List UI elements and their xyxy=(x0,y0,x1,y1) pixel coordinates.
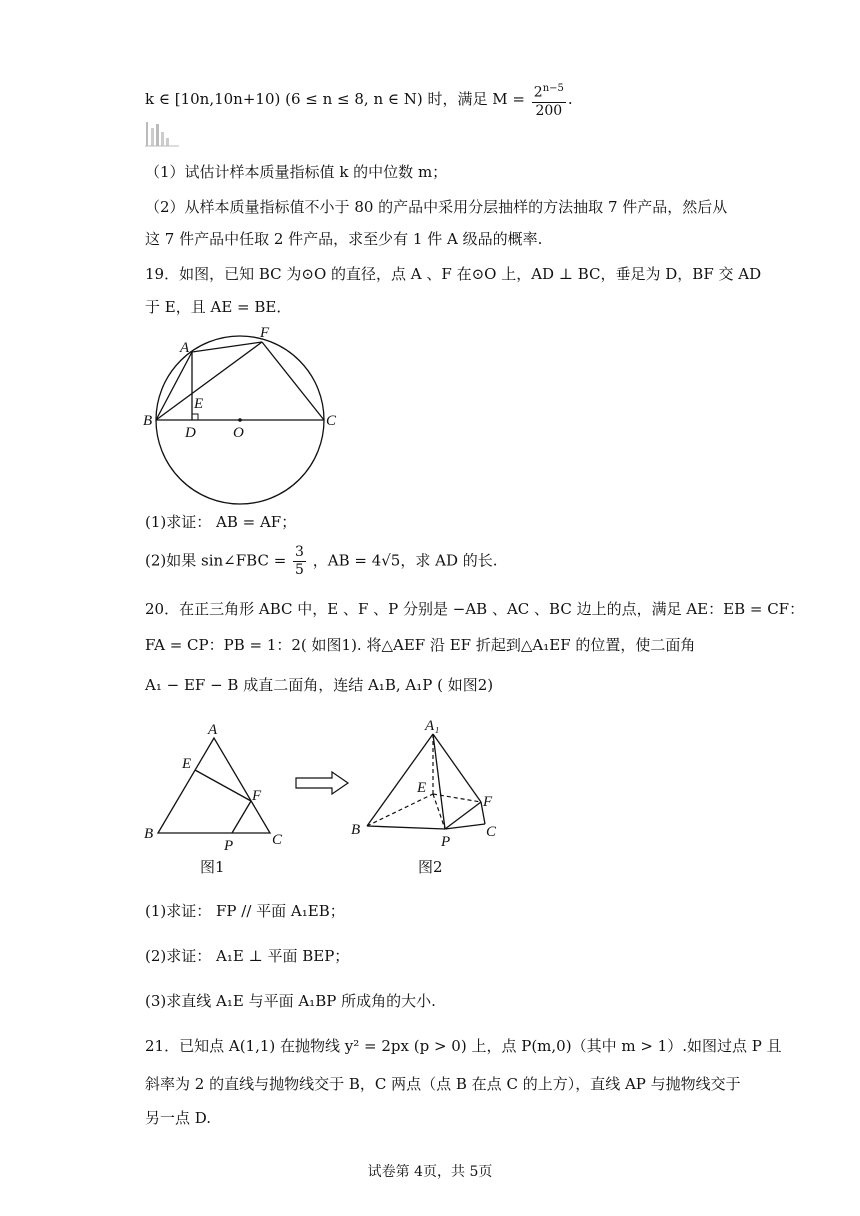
fig1-label-A: A xyxy=(208,722,218,738)
label-E: E xyxy=(194,396,204,412)
fig2-label-A1: A₁ xyxy=(425,718,440,734)
label-D: D xyxy=(185,425,196,441)
q18-frac-num: 2 xyxy=(533,84,543,101)
q19-part2-suffix: ，AB = 4√5，求 AD 的长. xyxy=(312,551,498,570)
fig2-label-B: B xyxy=(351,822,361,838)
label-O: O xyxy=(233,425,244,441)
label-A: A xyxy=(180,340,190,356)
label-B: B xyxy=(143,413,153,429)
q21-line1: 21．已知点 A(1,1) 在抛物线 y² = 2px (p > 0) 上，点 P(m,0)（其中 m > 1）.如图过点 P 且 xyxy=(145,1037,782,1055)
fig2-label-F: F xyxy=(483,794,493,810)
q19-part1: (1)求证： AB = AF； xyxy=(145,513,297,531)
q18-part2-line2: 这 7 件产品中任取 2 件产品，求至少有 1 件 A 级品的概率. xyxy=(145,230,543,248)
q19-frac-num: 3 xyxy=(295,544,304,560)
q20-line2: FA = CP：PB = 1：2( 如图1). 将△AEF 沿 EF 折起到△A₁EF 的位置，使二面角 xyxy=(145,636,696,654)
fig2-label-C: C xyxy=(486,824,497,840)
page-footer: 试卷第 4页，共 5页 xyxy=(367,1164,493,1180)
q18-condition-text: k ∈ [10n,10n+10) (6 ≤ n ≤ 8, n ∈ N) 时，满足 M = xyxy=(145,89,525,108)
q18-frac-den: 200 xyxy=(535,102,563,119)
q20-part1: (1)求证： FP // 平面 A₁EB； xyxy=(145,902,345,920)
q19-part2 xyxy=(145,544,498,579)
q21-line3: 另一点 D. xyxy=(145,1109,212,1127)
q19-line2: 于 E，且 AE = BE． xyxy=(145,298,292,316)
label-F: F xyxy=(260,325,270,341)
q19-fraction xyxy=(293,544,306,579)
label-C: C xyxy=(326,413,337,429)
fig1-caption: 图1 xyxy=(200,858,225,876)
fig1-label-B: B xyxy=(144,826,154,842)
q20-figure2 xyxy=(345,712,515,852)
q19-circle-diagram xyxy=(140,322,340,512)
q20-line1: 20．在正三角形 ABC 中，E 、F 、P 分别是 −AB 、AC 、BC 边上的点，满足 AE：EB = CF： xyxy=(145,600,805,618)
small-chart-thumbnail xyxy=(145,120,179,148)
q20-figure1 xyxy=(140,718,300,853)
fig1-label-P: P xyxy=(224,838,234,853)
fig2-label-P: P xyxy=(441,834,451,850)
fig1-label-F: F xyxy=(252,788,262,804)
q20-part2: (2)求证： A₁E ⊥ 平面 BEP； xyxy=(145,947,350,965)
fig2-label-E: E xyxy=(417,780,427,796)
q18-condition: k ∈ [10n,10n+10) (6 ≤ n ≤ 8, n ∈ N) 时，满足 M = $\frac{2^{n-5}}{200}$ . xyxy=(145,80,573,120)
q21-line2: 斜率为 2 的直线与抛物线交于 B，C 两点（点 B 在点 C 的上方），直线 AP 与抛物线交于 xyxy=(145,1075,741,1093)
fig2-caption: 图2 xyxy=(418,858,443,876)
q19-line1: 19．如图，已知 BC 为⊙O 的直径，点 A 、F 在⊙O 上，AD ⊥ BC，垂足为 D，BF 交 AD xyxy=(145,265,762,283)
q19-frac-den: 5 xyxy=(295,562,304,578)
q18-part1: （1）试估计样本质量指标值 k 的中位数 m； xyxy=(145,163,448,181)
q18-part2-line1: （2）从样本质量指标值不小于 80 的产品中采用分层抽样的方法抽取 7 件产品，然后从 xyxy=(145,198,728,216)
q18-fraction xyxy=(532,80,566,120)
right-arrow-icon xyxy=(294,770,350,796)
q19-part2-prefix: (2)如果 sin∠FBC = xyxy=(145,551,287,570)
fig1-label-E: E xyxy=(182,756,192,772)
fig1-label-C: C xyxy=(272,832,283,848)
q20-line3: A₁ − EF − B 成直二面角，连结 A₁B, A₁P ( 如图2) xyxy=(145,676,494,694)
q20-part3: (3)求直线 A₁E 与平面 A₁BP 所成角的大小. xyxy=(145,992,436,1010)
q18-frac-sup: n−5 xyxy=(542,83,564,94)
